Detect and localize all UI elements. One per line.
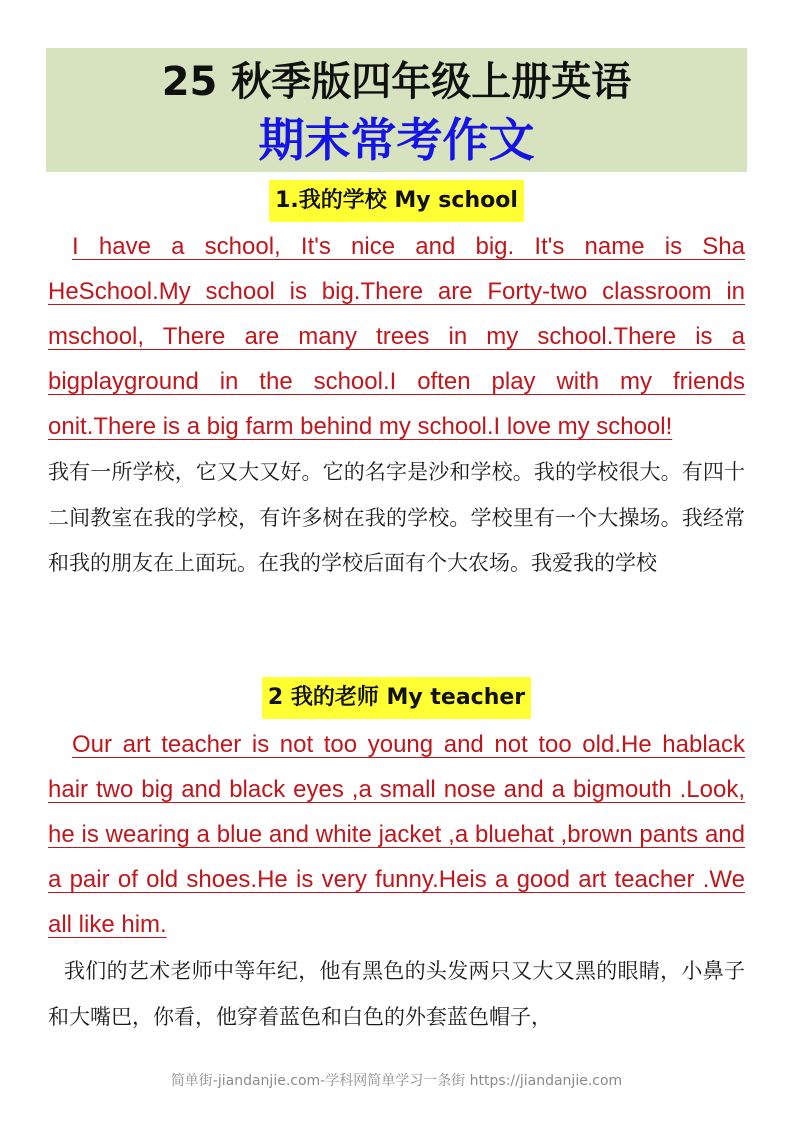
page-footer: 简单街-jiandanjie.com-学科网简单学习一条街 https://jiandanjie.com (170, 1073, 623, 1089)
chinese-translation-school: 我有一所学校，它又大又好。它的名字是沙和学校。我的学校很大。有四十二间教室在我的学校，有许多树在我的学校。学校里有一个大操场。我经常和我的朋友在上面玩。在我的学校后面有个大农场。我爱我的学校 (48, 460, 745, 575)
section-heading-teacher (0, 677, 793, 719)
page-title: 25 秋季版四年级上册英语 (161, 59, 632, 105)
chinese-translation-teacher: 我们的艺术老师中等年纪，他有黑色的头发两只又大又黑的眼睛，小鼻子和大嘴巴，你看，他穿着蓝色和白色的外套蓝色帽子， (48, 959, 745, 1029)
english-essay-teacher: Our art teacher is not too young and not too old.He hablack hair two big and black eyes ,a small nose and a bigmouth .Look, he is wearing a blue and white jacket ,a bluehat ,brown pants and a pair of old shoes.He is very funny.Heis a good art teacher .We all like him. (48, 731, 745, 938)
section-heading-label: 2 我的老师 My teacher (262, 677, 531, 719)
section-heading-school (0, 180, 793, 222)
section-heading-label: 1.我的学校 My school (269, 180, 524, 222)
english-essay-school: I have a school, It's nice and big. It's name is Sha HeSchool.My school is big.There are Forty-two classroom in mschool, There are many trees in my school.There is a bigplayground in the school.I often play with my friends onit.There is a big farm behind my school.I love my school! (48, 233, 745, 440)
page-subtitle: 期末常考作文 (258, 113, 535, 167)
title-banner (46, 48, 747, 172)
